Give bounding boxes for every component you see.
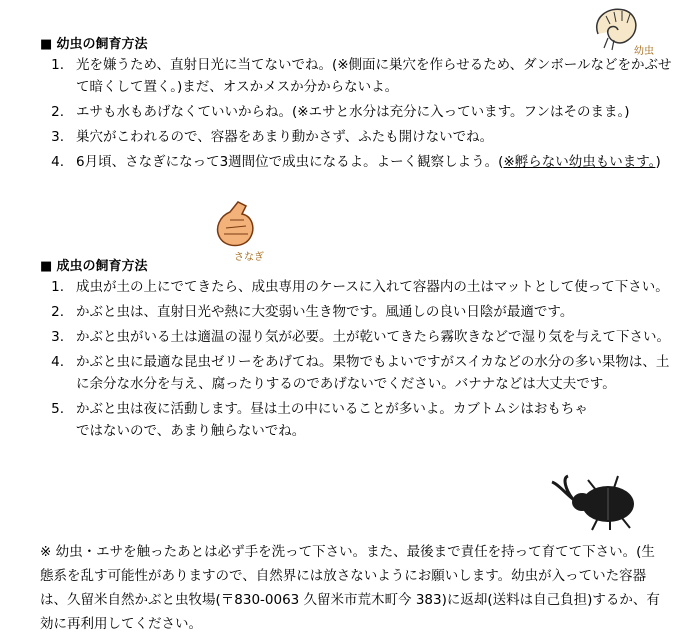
pupa-caption: さなぎ [234,252,264,263]
adult-section-heading [40,255,148,274]
list-item: 3. 巣穴がこわれるので、容器をあまり動かさず、ふたも開けないでね。 [51,129,494,145]
list-item: 1. 光を嫌うため、直射日光に当てないでね。(※側面に巣穴を作らせるため、ダンボールなどをかぶせて暗くして置く。)まだ、オスかメスか分からないよ。 [51,57,672,95]
larva-section-heading [40,33,148,52]
list-item: 4. 6月頃、さなぎになって3週間位で成虫になるよ。よーく観察しよう。(※孵らない幼虫もいます。) [51,154,661,170]
list-item: 2. エサも水もあげなくていいからね。(※エサと水分は充分に入っています。フンはそのまま。) [51,104,630,120]
list-item: 3. かぶと虫がいる土は適温の湿り気が必要。土が乾いてきたら霧吹きなどで湿り気を与えて下さい。 [51,329,670,345]
list-item: 5. かぶと虫は夜に活動します。昼は土の中にいることが多いよ。カブトムシはおもちゃではないので、あまり触らないでね。 [51,401,588,439]
list-item: 4. かぶと虫に最適な昆虫ゼリーをあげてね。果物でもよいですがスイカなどの水分の多い果物は、土に余分な水分を与え、腐ったりするのであげないでください。バナナなどは大丈夫です。 [51,354,670,392]
beetle-illustration-icon [548,472,644,532]
list-item: 1. 成虫が土の上にでてきたら、成虫専用のケースに入れて容器内の土はマットとして使って下さい。 [51,279,669,295]
caution-note: ※ 幼虫・エサを触ったあとは必ず手を洗って下さい。また、最後まで責任を持って育てて下さい。(生態系を乱す可能性がありますので、自然界には放さないようにお願いします。幼虫が入っていた容器は、久留米自然かぶと虫牧場(〒830-0063 久留米市荒木町今 383)に返却(送料は自己負担)するか、有効に再利用してください。 [40,544,660,632]
pupa-illustration-icon [208,198,264,254]
larva-caption: 幼虫 [634,46,654,57]
heading-square-bullet: ■ [40,37,53,52]
adult-heading-text: 成虫の飼育方法 [56,259,148,274]
larva-heading-text: 幼虫の飼育方法 [56,37,148,52]
larva-list [40,54,676,176]
heading-square-bullet: ■ [40,259,53,274]
list-item: 2. かぶと虫は、直射日光や熱に大変弱い生き物です。風通しの良い日陰が最適です。 [51,304,574,320]
adult-list [40,276,676,445]
underlined-note: ※孵らない幼虫もいます。 [503,154,656,170]
